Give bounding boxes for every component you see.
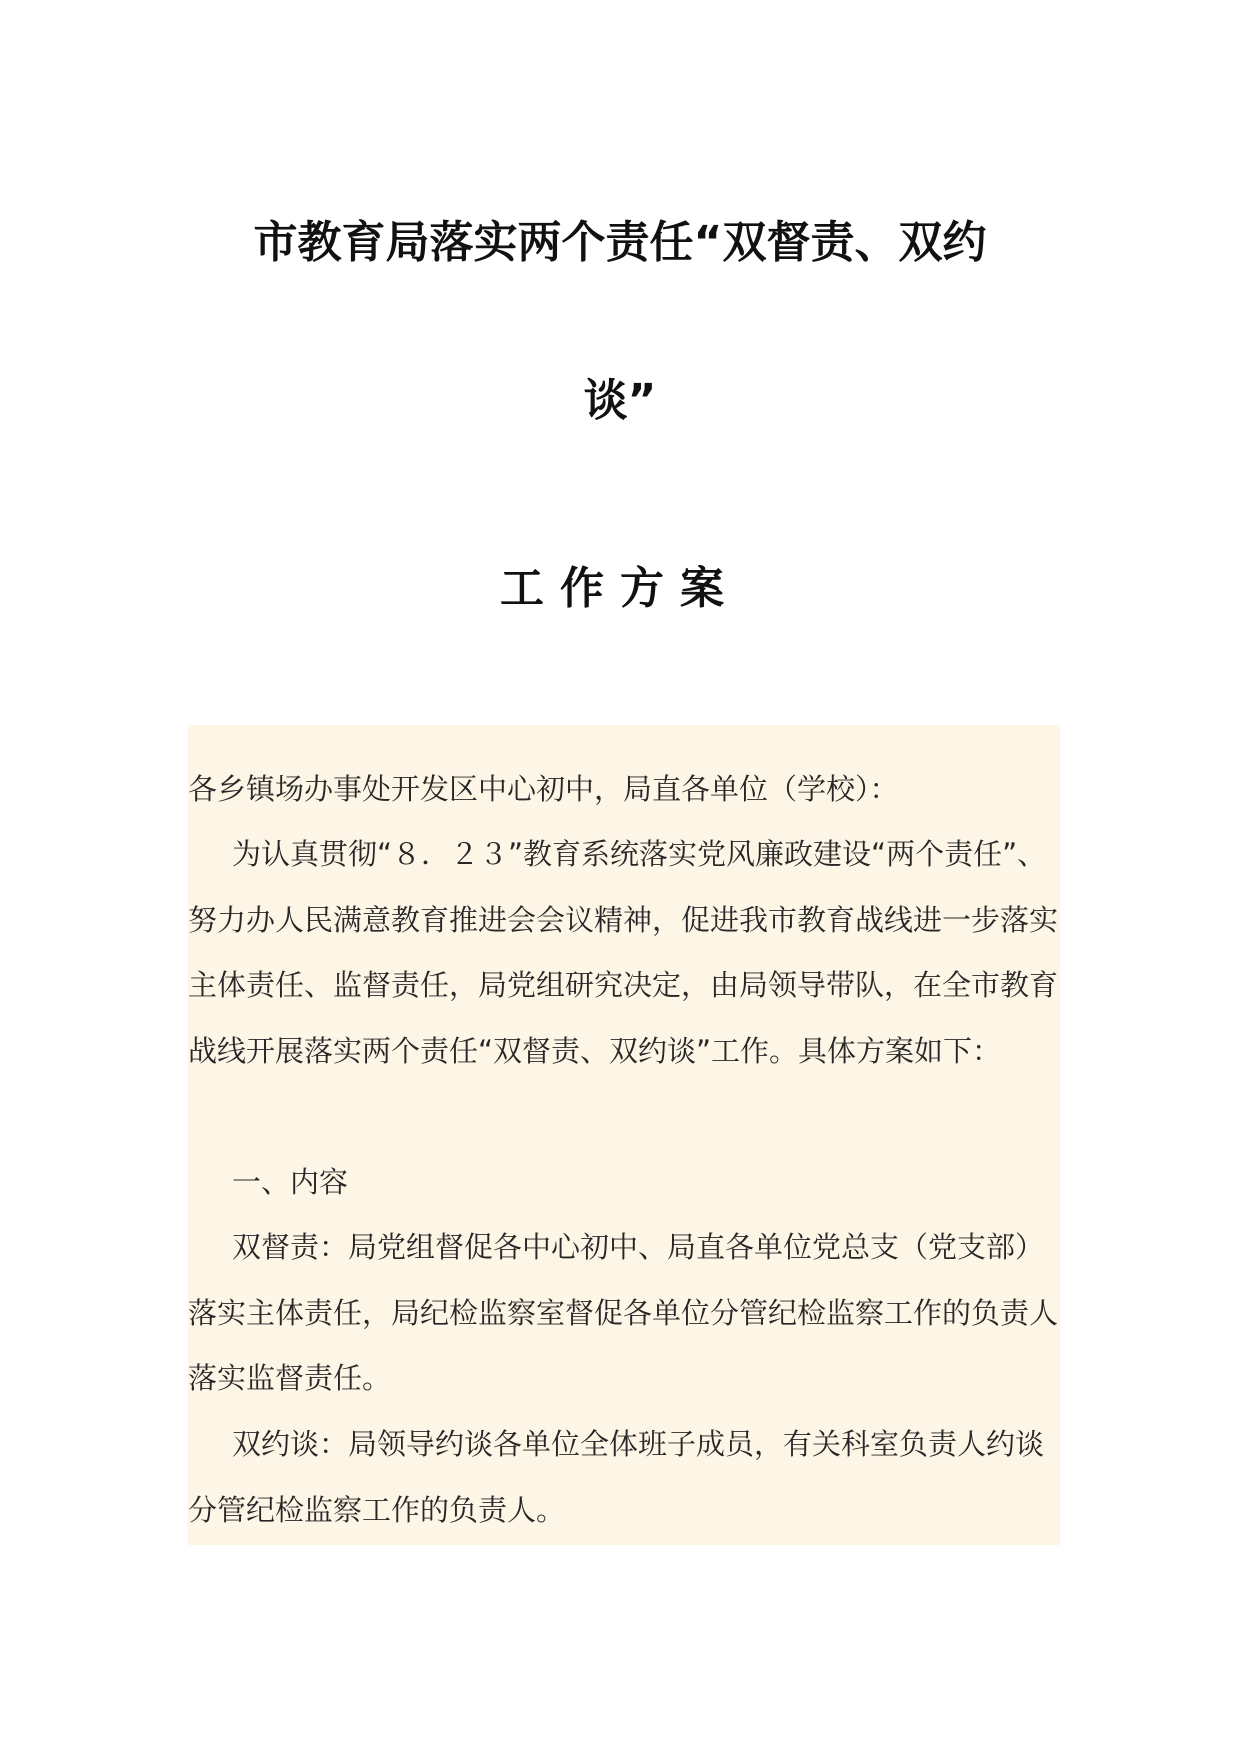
- document-subtitle: 工作方案: [500, 563, 740, 614]
- document-title-line-1: 市教育局落实两个责任“双督责、双约: [253, 217, 987, 268]
- section-heading-content: 一、内容: [232, 1165, 349, 1199]
- dual-supervision-paragraph: 双督责：局党组督促各中心初中、局直各单位党总支（党支部）落实主体责任，局纪检监察室督促各单位分管纪检监察工作的负责人落实监督责任。: [188, 1230, 1059, 1395]
- document-title-line-2: 谈”: [583, 375, 657, 426]
- dual-interview-paragraph: 双约谈：局领导约谈各单位全体班子成员，有关科室负责人约谈分管纪检监察工作的负责人。: [188, 1427, 1045, 1527]
- salutation: 各乡镇场办事处开发区中心初中，局直各单位（学校）：: [188, 772, 899, 806]
- intro-paragraph: 为认真贯彻“８．２３”教育系统落实党风廉政建设“两个责任”、努力办人民满意教育推进会会议精神，促进我市教育战线进一步落实主体责任、监督责任，局党组研究决定，由局领导带队，在全市教育战线开展落实两个责任“双督责、双约谈”工作。具体方案如下：: [188, 837, 1059, 1068]
- highlighted-body-section: [188, 725, 1060, 1545]
